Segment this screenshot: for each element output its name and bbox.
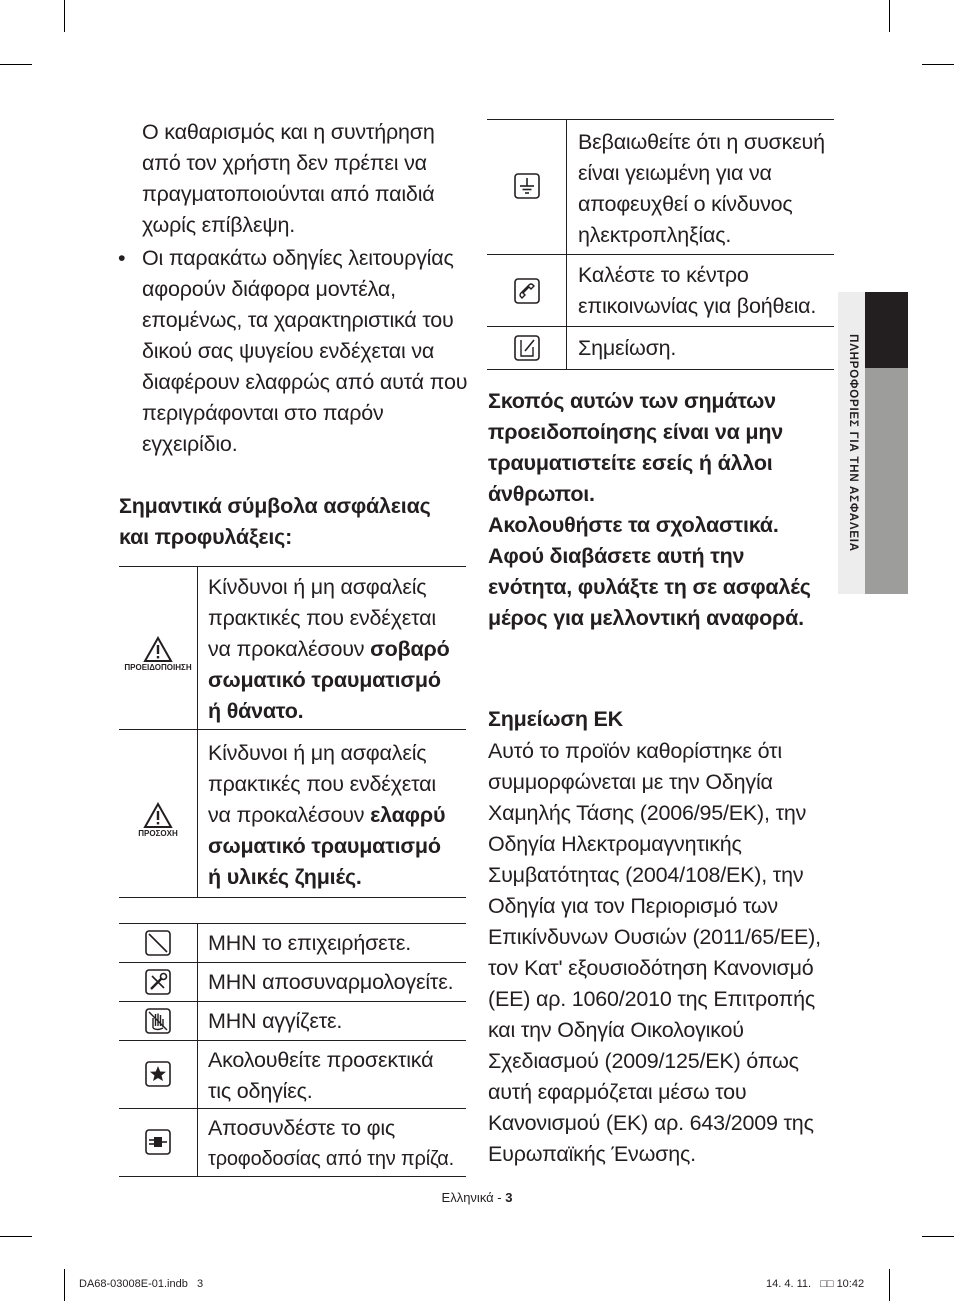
warning-text-bold: σοβαρό σωματικό τραυματισμό ή θάνατο. [208, 637, 450, 723]
symbol-text-no-disassemble: ΜΗΝ αποσυναρμολογείτε. [208, 970, 454, 994]
warning-text [208, 572, 458, 727]
bullet-text: Οι παρακάτω οδηγίες λειτουργίας αφορούν διάφορα μοντέλα, επομένως, τα χαρακτηριστικά του δικού σας ψυγείου ενδέχεται να διαφέρουν ελαφρώς από αυτά που περιγράφονται στο παρόν εγχειρίδιο. [142, 246, 468, 456]
phone-icon [514, 278, 540, 304]
follow-text: Ακολουθήστε τα σχολαστικά. [488, 513, 779, 537]
symbol-text-unplug-line2: τροφοδοσίας από την πρίζα. [208, 1148, 454, 1170]
symbol-text-unplug [208, 1113, 468, 1175]
bullet-marker: • [118, 246, 126, 270]
symbol-text-no-touch: ΜΗΝ αγγίζετε. [208, 1009, 343, 1033]
table-rule [487, 119, 834, 120]
crop-mark [64, 0, 65, 32]
ce-heading: Σημείωση ΕΚ [488, 707, 624, 731]
table-rule [119, 897, 466, 898]
no-touch-icon [145, 1008, 171, 1034]
table-rule [119, 962, 466, 963]
note-icon [514, 335, 540, 361]
table-rule [487, 326, 834, 327]
symbol-text-follow-instructions: Ακολουθείτε προσεκτικά τις οδηγίες. [208, 1048, 434, 1103]
crop-mark [64, 1269, 65, 1301]
page-footer [0, 1190, 954, 1205]
table-divider [197, 923, 198, 1176]
table-divider [566, 119, 567, 369]
follow-instructions-icon [145, 1061, 171, 1087]
warning-label: ΠΡΟΕΙΔΟΠΟΙΗΣΗ [124, 663, 192, 672]
crop-mark [922, 1236, 954, 1237]
warning-text-normal: Κίνδυνοι ή μη ασφαλείς πρακτικές που ενδέχεται να προκαλέσουν [208, 575, 436, 661]
side-tab-bar [865, 368, 908, 594]
side-tab-marker [865, 292, 908, 368]
symbol-text-unplug-line1: Αποσυνδέστε το φις [208, 1116, 396, 1140]
table-rule [487, 369, 834, 370]
phone-text: Καλέστε το κέντρο επικοινωνίας για βοήθεια. [578, 263, 817, 318]
ground-text: Βεβαιωθείτε ότι η συσκευή είναι γειωμένη για να αποφευχθεί ο κίνδυνος ηλεκτροπληξίας. [578, 130, 825, 247]
note-text: Σημείωση. [578, 336, 677, 360]
purpose-text: Σκοπός αυτών των σημάτων προειδοποίησης είναι να μην τραυματιστείτε εσείς ή άλλοι άνθρωποι. [488, 389, 784, 506]
caution-text-bold: ελαφρύ σωματικό τραυματισμό ή υλικές ζημιές. [208, 803, 446, 889]
table-rule [119, 1108, 466, 1109]
crop-mark [922, 64, 954, 65]
table-rule [119, 1176, 466, 1177]
side-tab-label: ΠΛΗΡΟΦΟΡΙΕΣ ΓΙΑ ΤΗΝ ΑΣΦΑΛΕΙΑ [847, 334, 859, 552]
crop-mark [889, 0, 890, 32]
unplug-icon [145, 1129, 171, 1155]
caution-triangle-icon [143, 802, 173, 829]
table-rule [487, 254, 834, 255]
footer-language: Ελληνικά - [441, 1190, 506, 1205]
file-info: DA68-03008E-01.indb 3 [79, 1278, 204, 1290]
caution-cell [119, 802, 197, 838]
ground-icon [514, 173, 540, 199]
caution-label: ΠΡΟΣΟΧΗ [138, 829, 178, 838]
prohibited-icon [145, 930, 171, 956]
table-rule [119, 566, 466, 567]
intro-text: Ο καθαρισμός και η συντήρηση από τον χρήστη δεν πρέπει να πραγματοποιούνται από παιδιά χωρίς επίβλεψη. [142, 120, 435, 237]
warning-triangle-icon [143, 636, 173, 663]
page-number: 3 [505, 1190, 513, 1205]
table-rule [119, 1001, 466, 1002]
crop-mark [889, 1269, 890, 1301]
ce-text: Αυτό το προϊόν καθορίστηκε ότι συμμορφώνεται με την Οδηγία Χαμηλής Τάσης (2006/95/ΕΚ), την Οδηγία Ηλεκτρομαγνητικής Συμβατότητας (2004/108/ΕΚ), την Οδηγία για τον Περιορισμό των Επικίνδυνων Ουσιών (2011/65/ΕΕ), τον Κατ' εξουσιοδότηση Κανονισμό (ΕΕ) αρ. 1060/2010 της Επιτροπής και την Οδηγία Οικολογικού Σχεδιασμού (2009/125/ΕΚ) όπως αυτή εφαρμόζεται μέσω του Κανονισμού (ΕΚ) αρ. 643/2009 της Ευρωπαϊκής Ένωσης. [488, 739, 821, 1166]
table-rule [119, 1040, 466, 1041]
safety-heading: Σημαντικά σύμβολα ασφάλειας και προφυλάξεις: [119, 494, 431, 549]
date-info: 14. 4. 11. □□ 10:42 [766, 1278, 865, 1290]
keep-text: Αφού διαβάσετε αυτή την ενότητα, φυλάξτε τη σε ασφαλές μέρος για μελλοντική αναφορά. [488, 544, 811, 630]
table-divider [197, 566, 198, 897]
crop-mark [0, 1236, 32, 1237]
no-disassemble-icon [145, 969, 171, 995]
crop-mark [0, 64, 32, 65]
table-rule [119, 923, 466, 924]
table-rule [119, 729, 466, 730]
symbol-text-prohibited: ΜΗΝ το επιχειρήσετε. [208, 931, 411, 955]
warning-cell [119, 636, 197, 672]
caution-text-normal: Κίνδυνοι ή μη ασφαλείς πρακτικές που ενδέχεται να προκαλέσουν [208, 741, 436, 827]
caution-text [208, 738, 458, 893]
